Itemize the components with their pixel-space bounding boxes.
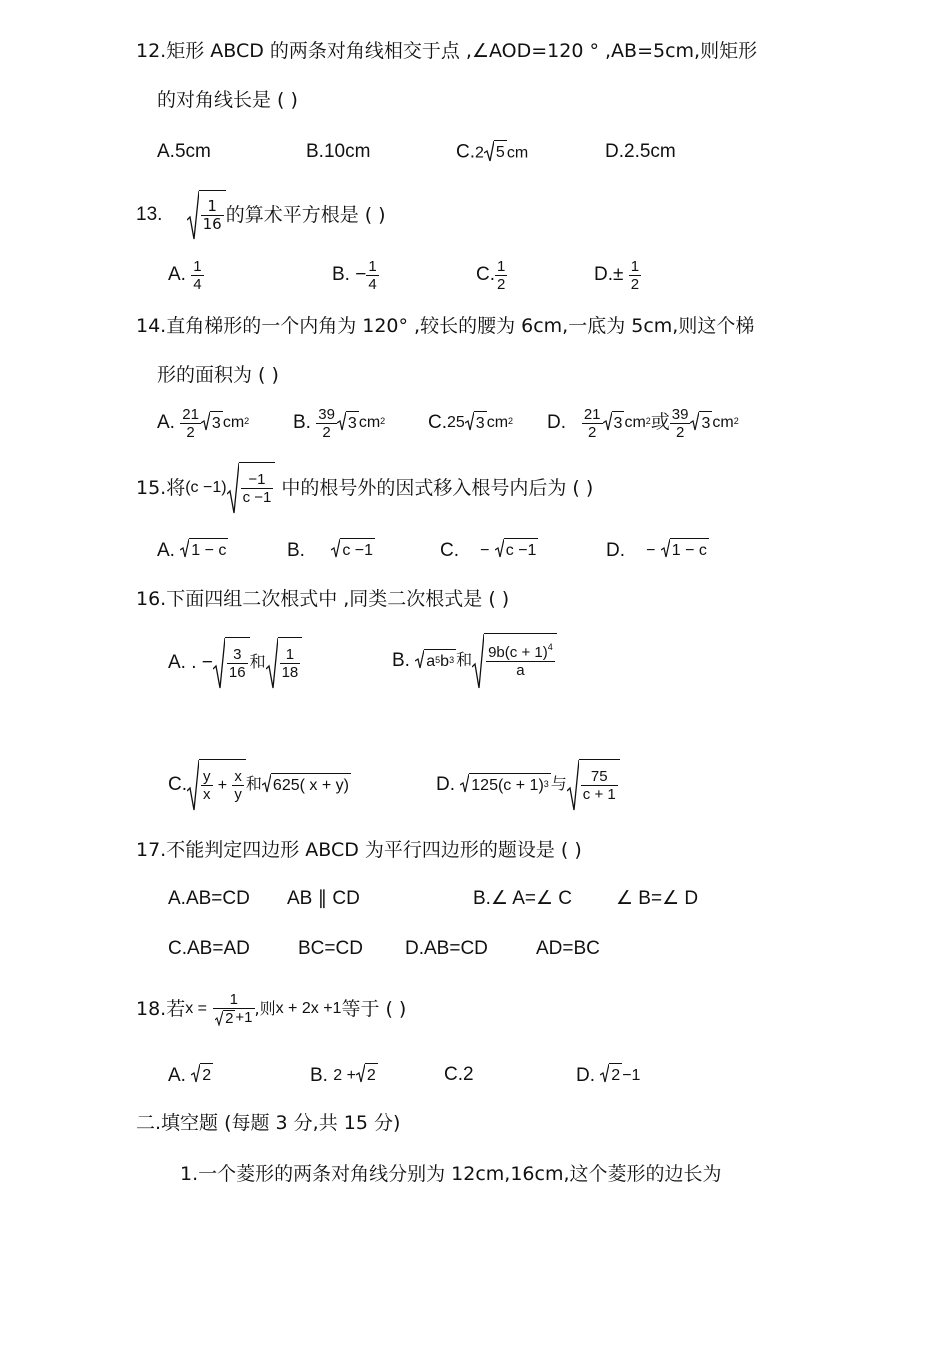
q12-option-c: C.2 5 cm	[456, 140, 528, 166]
q13-option-b: B. − $\frac{1}{4}$	[332, 257, 377, 293]
q15-stem: 15.将 (c −1) $\frac{-1}{c -1}$ 中的根号外的因式移入根号内后为 ( )	[136, 462, 593, 514]
sqrt-symbol: c −1	[495, 538, 539, 563]
q18-stem: 18.若 x = 1 2 +1 ,则 x + 2x +1 等于 ( )	[136, 990, 407, 1028]
sqrt-symbol: $\frac{y}{x}$ + $\frac{x}{y}$	[187, 759, 246, 811]
q17-option-d1: D.AB=CD	[405, 938, 488, 959]
sqrt-symbol: $\frac{-1}{c -1}$	[227, 462, 276, 514]
q16-option-c: C. $\frac{y}{x}$ + $\frac{x}{y}$ 和 625( x + y)	[168, 758, 351, 812]
q14-option-b: B. $\frac{39}{2}$ 3 cm $^2$	[293, 405, 386, 441]
q12-option-a: A.5cm	[157, 141, 211, 162]
q12-stem-line2: 的对角线长是 ( )	[157, 89, 298, 111]
sqrt-symbol: $\frac{1}{16}$	[187, 190, 226, 240]
q16-option-a: A. . − $\frac{3}{16}$ 和 $\frac{1}{18}$	[168, 636, 302, 690]
q14-stem-line2: 形的面积为 ( )	[157, 364, 279, 386]
q13-option-d: D. ± $\frac{1}{2}$	[594, 257, 640, 293]
q14-option-a: A. $\frac{21}{2}$ 3 cm $^2$	[157, 405, 250, 441]
q17-option-a2: AB ∥ CD	[287, 888, 360, 909]
q17-option-c1: C.AB=AD	[168, 938, 250, 959]
q13-stem: 13. $\frac{1}{16}$ 的算术平方根是 ( )	[136, 190, 386, 240]
q12-option-d: D.2.5cm	[605, 141, 676, 162]
q12-stem-line1: 12.矩形 ABCD 的两条对角线相交于点 ,∠AOD=120 ° ,AB=5cm,则矩形	[136, 40, 758, 62]
q16-option-b: B. a $^5$ b $^3$ 和 $\frac{9b(c + 1)^4}{a}$	[392, 632, 557, 690]
q15-option-a: A. 1 − c	[157, 538, 228, 563]
q16-option-d: D. 125(c + 1) $^3$ 与 $\frac{75}{c + 1}$	[436, 758, 620, 812]
q18-option-a: A. 2	[168, 1063, 213, 1088]
q13-option-a: A. $\frac{1}{4}$	[168, 257, 202, 293]
sqrt-symbol: $\frac{3}{16}$	[213, 637, 250, 689]
q14-option-d: D. $\frac{21}{2}$ 3 cm $^2$ 或 $\frac{39}{2}$ 3 cm $^2$	[547, 405, 739, 441]
q18-option-c: C.2	[444, 1064, 474, 1085]
sqrt-symbol: $\frac{75}{c + 1}$	[567, 759, 620, 811]
sqrt-symbol: 2	[191, 1063, 213, 1088]
sqrt-symbol: $\frac{9b(c + 1)^4}{a}$	[472, 633, 557, 689]
sqrt-symbol: 3	[201, 411, 223, 436]
q18-option-d: D. 2 −1	[576, 1063, 640, 1088]
q14-option-c: C. 25 3 cm $^2$	[428, 400, 513, 446]
sqrt-symbol: 3	[690, 411, 712, 436]
sqrt-symbol: 625( x + y)	[262, 773, 351, 798]
q15-option-c: C. − c −1	[440, 538, 538, 563]
sqrt-symbol: 3	[465, 411, 487, 436]
q13-option-c: C. $\frac{1}{2}$	[476, 257, 506, 293]
section2-q1: 1.一个菱形的两条对角线分别为 12cm,16cm,这个菱形的边长为	[180, 1163, 722, 1185]
q17-option-a1: A.AB=CD	[168, 888, 250, 909]
q12-option-b: B.10cm	[306, 141, 371, 162]
sqrt-symbol: 2	[356, 1063, 378, 1088]
sqrt-symbol: 1 − c	[661, 538, 709, 563]
sqrt-symbol: 125(c + 1) $^3$	[460, 773, 551, 798]
sqrt-symbol: 5	[484, 140, 507, 165]
q17-option-c2: BC=CD	[298, 938, 363, 959]
q18-option-b: B. 2 + 2	[310, 1063, 378, 1088]
sqrt-symbol: 3	[337, 411, 359, 436]
q15-option-d: D. − 1 − c	[606, 538, 709, 563]
q17-option-b1: B.∠ A=∠ C	[473, 888, 573, 909]
sqrt-symbol: 1 − c	[180, 538, 228, 563]
q17-stem: 17.不能判定四边形 ABCD 为平行四边形的题设是 ( )	[136, 839, 582, 861]
q17-option-b2: ∠ B=∠ D	[616, 888, 699, 909]
sqrt-symbol: a $^5$ b $^3$	[415, 649, 456, 674]
q14-stem-line1: 14.直角梯形的一个内角为 120° ,较长的腰为 6cm,一底为 5cm,则这个梯	[136, 315, 755, 337]
q16-stem: 16.下面四组二次根式中 ,同类二次根式是 ( )	[136, 588, 510, 610]
sqrt-symbol: 2	[600, 1063, 622, 1088]
q17-option-d2: AD=BC	[536, 938, 600, 959]
sqrt-symbol: $\frac{1}{18}$	[266, 637, 303, 689]
sqrt-symbol: c −1	[331, 538, 375, 563]
sqrt-symbol: 3	[603, 411, 625, 436]
sqrt-symbol: 2	[215, 1010, 235, 1026]
section2-title: 二.填空题 (每题 3 分,共 15 分)	[136, 1112, 401, 1134]
q15-option-b: B. c −1	[287, 538, 375, 563]
